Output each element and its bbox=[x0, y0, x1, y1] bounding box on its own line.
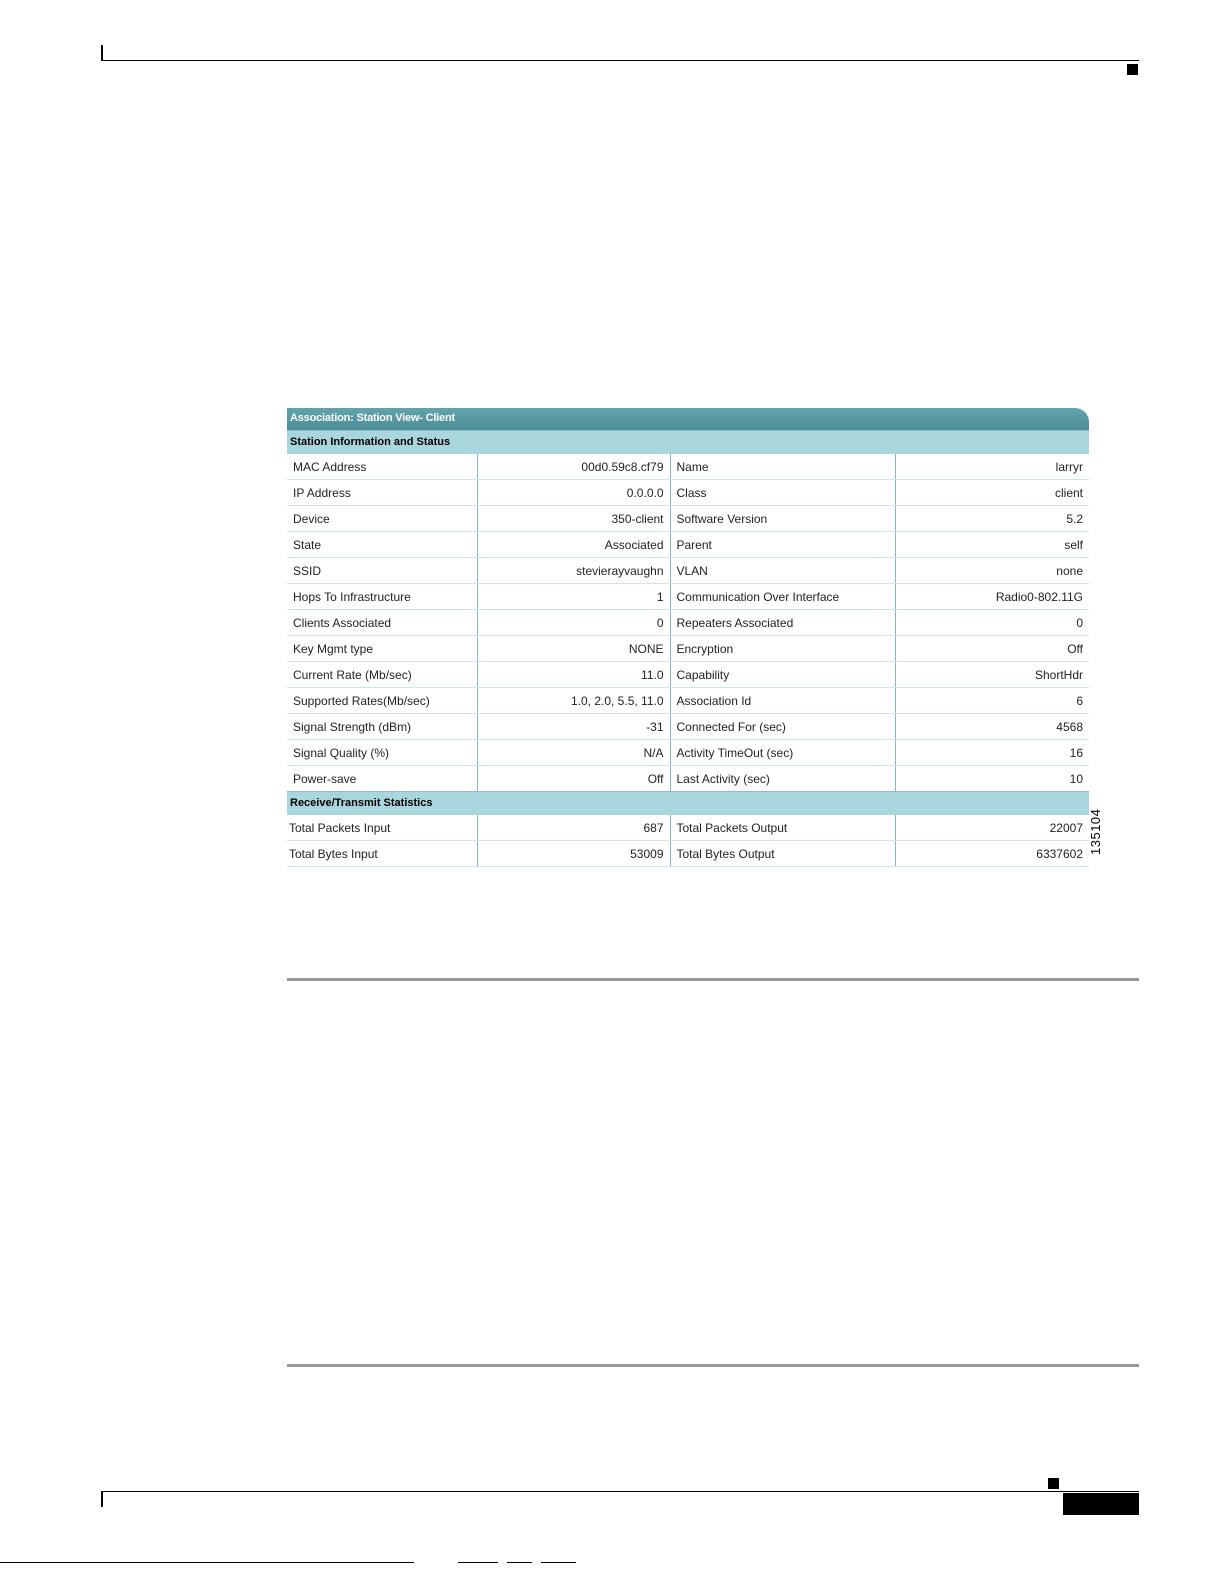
field-label: Repeaters Associated bbox=[670, 610, 895, 636]
field-label: Connected For (sec) bbox=[670, 714, 895, 740]
field-label: Last Activity (sec) bbox=[670, 766, 895, 792]
field-label: Clients Associated bbox=[287, 610, 477, 636]
field-label: Encryption bbox=[670, 636, 895, 662]
field-value: N/A bbox=[477, 740, 670, 766]
field-value: 4568 bbox=[895, 714, 1089, 740]
footer-stub bbox=[458, 1562, 498, 1563]
field-label: Class bbox=[670, 480, 895, 506]
table-row bbox=[287, 454, 1089, 480]
field-label: Association Id bbox=[670, 688, 895, 714]
field-label: Key Mgmt type bbox=[287, 636, 477, 662]
field-label: Hops To Infrastructure bbox=[287, 584, 477, 610]
table-row bbox=[287, 766, 1089, 792]
field-value: 6337602 bbox=[895, 841, 1089, 867]
header-marker bbox=[1127, 64, 1138, 75]
stats-table bbox=[287, 815, 1089, 867]
field-value: Off bbox=[477, 766, 670, 792]
field-value: 10 bbox=[895, 766, 1089, 792]
field-label: Software Version bbox=[670, 506, 895, 532]
table-row bbox=[287, 815, 1089, 841]
field-label: VLAN bbox=[670, 558, 895, 584]
table-row bbox=[287, 558, 1089, 584]
stats-section-title: Receive/Transmit Statistics bbox=[290, 797, 433, 809]
station-section-title: Station Information and Status bbox=[290, 436, 451, 448]
table-row bbox=[287, 532, 1089, 558]
field-value: 6 bbox=[895, 688, 1089, 714]
field-label: Activity TimeOut (sec) bbox=[670, 740, 895, 766]
table-row bbox=[287, 506, 1089, 532]
footer-rule bbox=[101, 1491, 1139, 1492]
field-label: Communication Over Interface bbox=[670, 584, 895, 610]
field-value: 350-client bbox=[477, 506, 670, 532]
field-value: 11.0 bbox=[477, 662, 670, 688]
field-value: 00d0.59c8.cf79 bbox=[477, 454, 670, 480]
association-station-view-figure bbox=[287, 408, 1089, 873]
field-label: Signal Strength (dBm) bbox=[287, 714, 477, 740]
station-section-header bbox=[287, 430, 1089, 454]
field-value: Radio0-802.11G bbox=[895, 584, 1089, 610]
footer-stub bbox=[0, 1562, 414, 1563]
field-value: self bbox=[895, 532, 1089, 558]
field-value: client bbox=[895, 480, 1089, 506]
footer-marker bbox=[1048, 1478, 1059, 1489]
field-label: Name bbox=[670, 454, 895, 480]
field-label: State bbox=[287, 532, 477, 558]
field-value: 0 bbox=[477, 610, 670, 636]
field-value: ShortHdr bbox=[895, 662, 1089, 688]
table-row bbox=[287, 610, 1089, 636]
section-separator-2 bbox=[287, 1364, 1139, 1367]
field-value: 5.2 bbox=[895, 506, 1089, 532]
field-value: 0.0.0.0 bbox=[477, 480, 670, 506]
table-row bbox=[287, 636, 1089, 662]
field-label: Capability bbox=[670, 662, 895, 688]
table-row bbox=[287, 841, 1089, 867]
field-value: none bbox=[895, 558, 1089, 584]
field-value: 0 bbox=[895, 610, 1089, 636]
field-label: Supported Rates(Mb/sec) bbox=[287, 688, 477, 714]
field-value: NONE bbox=[477, 636, 670, 662]
table-row bbox=[287, 662, 1089, 688]
footer-stub bbox=[507, 1562, 532, 1563]
field-value: Off bbox=[895, 636, 1089, 662]
field-value: -31 bbox=[477, 714, 670, 740]
field-value: 16 bbox=[895, 740, 1089, 766]
field-value: 687 bbox=[477, 815, 670, 841]
field-value: 1 bbox=[477, 584, 670, 610]
field-label: Total Bytes Output bbox=[670, 841, 895, 867]
field-label: Signal Quality (%) bbox=[287, 740, 477, 766]
table-row bbox=[287, 480, 1089, 506]
station-info-table bbox=[287, 454, 1089, 792]
field-value: stevierayvaughn bbox=[477, 558, 670, 584]
field-value: 22007 bbox=[895, 815, 1089, 841]
field-label: MAC Address bbox=[287, 454, 477, 480]
section-separator-1 bbox=[287, 978, 1139, 981]
stats-section-header bbox=[287, 791, 1089, 815]
table-row bbox=[287, 740, 1089, 766]
field-value: Associated bbox=[477, 532, 670, 558]
field-label: Total Packets Output bbox=[670, 815, 895, 841]
table-row bbox=[287, 584, 1089, 610]
field-label: Parent bbox=[670, 532, 895, 558]
field-label: Total Packets Input bbox=[287, 815, 477, 841]
footer-stub bbox=[541, 1562, 576, 1563]
footer-tick bbox=[101, 1491, 103, 1507]
field-label: IP Address bbox=[287, 480, 477, 506]
field-label: Total Bytes Input bbox=[287, 841, 477, 867]
field-value: 53009 bbox=[477, 841, 670, 867]
field-value: larryr bbox=[895, 454, 1089, 480]
figure-number: 135104 bbox=[1088, 808, 1103, 855]
figure-title-bar bbox=[287, 408, 1089, 430]
field-label: SSID bbox=[287, 558, 477, 584]
field-label: Device bbox=[287, 506, 477, 532]
table-row bbox=[287, 688, 1089, 714]
table-row bbox=[287, 714, 1089, 740]
header-rule bbox=[101, 60, 1139, 61]
field-label: Current Rate (Mb/sec) bbox=[287, 662, 477, 688]
figure-title: Association: Station View- Client bbox=[290, 412, 455, 424]
field-value: 1.0, 2.0, 5.5, 11.0 bbox=[477, 688, 670, 714]
page-number-block bbox=[1063, 1493, 1139, 1515]
header-tick bbox=[101, 45, 103, 61]
field-label: Power-save bbox=[287, 766, 477, 792]
